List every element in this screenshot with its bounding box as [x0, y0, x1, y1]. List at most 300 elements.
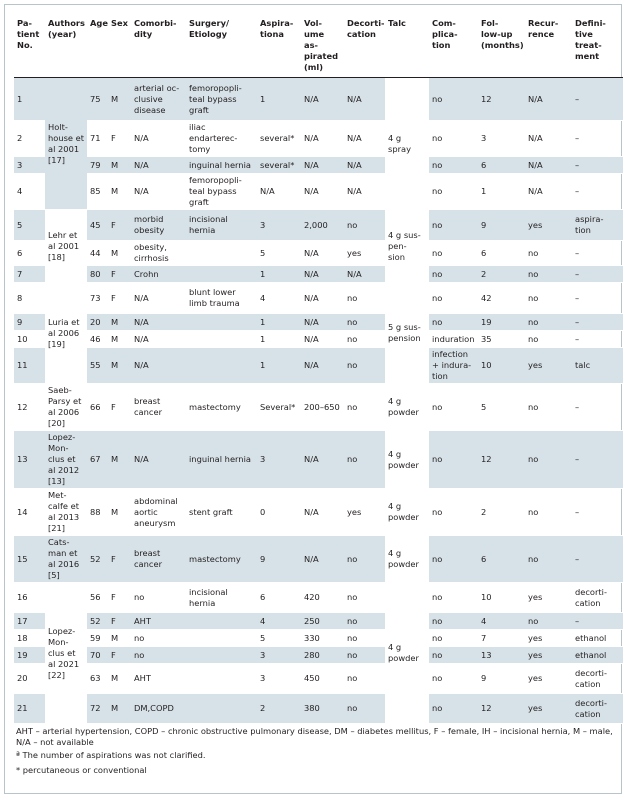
definitive-treatment-cell: –	[572, 241, 623, 266]
patient-no-cell: 7	[14, 266, 45, 283]
volume-cell: N/A	[301, 121, 344, 157]
patient-no-cell: 17	[14, 613, 45, 630]
recurrence-cell: no	[525, 431, 572, 489]
table-row	[14, 121, 623, 157]
comorbidity-cell: N/A	[131, 348, 186, 384]
footnote-star: * percutaneous or conventional	[16, 765, 147, 775]
definitive-treatment-cell: –	[572, 121, 623, 157]
comorbidity-cell: N/A	[131, 283, 186, 314]
table-row	[14, 613, 623, 630]
sex-cell: F	[108, 647, 131, 664]
footnote-a: ª The number of aspirations was not clarified.	[16, 750, 206, 760]
definitive-treatment-cell: –	[572, 431, 623, 489]
decortication-cell: no	[344, 536, 385, 583]
follow-up-cell: 6	[478, 157, 525, 174]
table-row	[14, 384, 623, 431]
patient-no-cell: 8	[14, 283, 45, 314]
follow-up-cell: 2	[478, 489, 525, 536]
decortication-cell: no	[344, 431, 385, 489]
recurrence-cell: N/A	[525, 157, 572, 174]
surgery-cell: femoropopli- teal bypass graft	[186, 174, 257, 210]
comorbidity-cell: obesity, cirrhosis	[131, 241, 186, 266]
surgery-cell: blunt lower limb trauma	[186, 283, 257, 314]
volume-cell: 280	[301, 647, 344, 664]
decortication-cell: N/A	[344, 157, 385, 174]
complication-cell: no	[429, 647, 478, 664]
surgery-cell	[186, 241, 257, 266]
aspiration-cell: 5	[257, 630, 301, 647]
authors-cell: Saeb- Parsy et al 2006 [20]	[45, 384, 87, 431]
age-cell: 67	[87, 431, 108, 489]
decortication-cell: no	[344, 384, 385, 431]
surgery-cell: femoropopli- teal bypass graft	[186, 78, 257, 121]
patient-no-cell: 11	[14, 348, 45, 384]
patient-no-cell: 13	[14, 431, 45, 489]
table-row	[14, 157, 623, 174]
col-header: Comorbi- dity	[131, 16, 186, 78]
decortication-cell: N/A	[344, 266, 385, 283]
decortication-cell: no	[344, 664, 385, 694]
surgery-cell: iliac endarterec- tomy	[186, 121, 257, 157]
follow-up-cell: 35	[478, 331, 525, 348]
volume-cell: N/A	[301, 241, 344, 266]
patient-no-cell: 15	[14, 536, 45, 583]
authors-cell: Lehr et al 2001 [18]	[45, 210, 87, 283]
talc-cell: 5 g sus- pension	[385, 283, 429, 384]
table-row	[14, 241, 623, 266]
comorbidity-cell: arterial oc- clusive disease	[131, 78, 186, 121]
volume-cell: 200–650	[301, 384, 344, 431]
volume-cell: N/A	[301, 331, 344, 348]
surgery-cell: incisional hernia	[186, 583, 257, 613]
table-row	[14, 630, 623, 647]
age-cell: 80	[87, 266, 108, 283]
age-cell: 66	[87, 384, 108, 431]
comorbidity-cell: AHT	[131, 664, 186, 694]
table-row	[14, 283, 623, 314]
surgery-cell	[186, 314, 257, 331]
table-row	[14, 431, 623, 489]
patient-no-cell: 14	[14, 489, 45, 536]
volume-cell: N/A	[301, 266, 344, 283]
follow-up-cell: 3	[478, 121, 525, 157]
sex-cell: M	[108, 314, 131, 331]
comorbidity-cell: no	[131, 630, 186, 647]
aspiration-cell: 0	[257, 489, 301, 536]
surgery-cell: mastectomy	[186, 536, 257, 583]
recurrence-cell: no	[525, 314, 572, 331]
follow-up-cell: 12	[478, 694, 525, 724]
sex-cell: M	[108, 664, 131, 694]
aspiration-cell: 1	[257, 348, 301, 384]
col-header: Talc	[385, 16, 429, 78]
recurrence-cell: yes	[525, 664, 572, 694]
aspiration-cell: 1	[257, 314, 301, 331]
volume-cell: 250	[301, 613, 344, 630]
header-row	[14, 16, 623, 78]
sex-cell: M	[108, 174, 131, 210]
sex-cell: F	[108, 384, 131, 431]
patient-no-cell: 10	[14, 331, 45, 348]
definitive-treatment-cell: ethanol	[572, 647, 623, 664]
definitive-treatment-cell: –	[572, 314, 623, 331]
aspiration-cell: 9	[257, 536, 301, 583]
patient-no-cell: 5	[14, 210, 45, 241]
decortication-cell: yes	[344, 489, 385, 536]
volume-cell: N/A	[301, 314, 344, 331]
talc-cell: 4 g sus- pen- sion	[385, 210, 429, 283]
patient-no-cell: 12	[14, 384, 45, 431]
col-header: Surgery/ Etiology	[186, 16, 257, 78]
definitive-treatment-cell: decorti- cation	[572, 664, 623, 694]
follow-up-cell: 2	[478, 266, 525, 283]
age-cell: 46	[87, 331, 108, 348]
complication-cell: no	[429, 78, 478, 121]
comorbidity-cell: N/A	[131, 174, 186, 210]
complication-cell: no	[429, 121, 478, 157]
table-row	[14, 174, 623, 210]
col-header: Decorti- cation	[344, 16, 385, 78]
col-header: Vol- ume as- pirated (ml)	[301, 16, 344, 78]
follow-up-cell: 12	[478, 78, 525, 121]
volume-cell: 420	[301, 583, 344, 613]
decortication-cell: no	[344, 647, 385, 664]
age-cell: 63	[87, 664, 108, 694]
sex-cell: M	[108, 241, 131, 266]
surgery-cell	[186, 664, 257, 694]
table-row	[14, 314, 623, 331]
volume-cell: N/A	[301, 174, 344, 210]
follow-up-cell: 6	[478, 536, 525, 583]
complication-cell: no	[429, 266, 478, 283]
follow-up-cell: 42	[478, 283, 525, 314]
comorbidity-cell: N/A	[131, 331, 186, 348]
authors-cell: Lopez- Mon- clus et al 2021 [22]	[45, 583, 87, 724]
volume-cell: N/A	[301, 536, 344, 583]
complication-cell: no	[429, 536, 478, 583]
surgery-cell	[186, 647, 257, 664]
aspiration-cell: Several*	[257, 384, 301, 431]
recurrence-cell: yes	[525, 348, 572, 384]
comorbidity-cell: N/A	[131, 121, 186, 157]
patient-no-cell: 6	[14, 241, 45, 266]
table-row	[14, 348, 623, 384]
comorbidity-cell: breast cancer	[131, 384, 186, 431]
definitive-treatment-cell: –	[572, 536, 623, 583]
complication-cell: no	[429, 157, 478, 174]
aspiration-cell: N/A	[257, 174, 301, 210]
authors-cell: Luria et al 2006 [19]	[45, 283, 87, 384]
recurrence-cell: yes	[525, 210, 572, 241]
table-row	[14, 331, 623, 348]
col-header: Defini- tive treat- ment	[572, 16, 623, 78]
aspiration-cell: 4	[257, 283, 301, 314]
talc-cell: 4 g powder	[385, 583, 429, 724]
recurrence-cell: no	[525, 489, 572, 536]
decortication-cell: no	[344, 613, 385, 630]
surgery-cell	[186, 331, 257, 348]
age-cell: 70	[87, 647, 108, 664]
comorbidity-cell: no	[131, 647, 186, 664]
decortication-cell: no	[344, 348, 385, 384]
col-header: Aspira- tiona	[257, 16, 301, 78]
follow-up-cell: 9	[478, 210, 525, 241]
recurrence-cell: yes	[525, 583, 572, 613]
recurrence-cell: no	[525, 613, 572, 630]
definitive-treatment-cell: aspira- tion	[572, 210, 623, 241]
comorbidity-cell: N/A	[131, 431, 186, 489]
patient-table	[14, 16, 623, 724]
aspiration-cell: 5	[257, 241, 301, 266]
surgery-cell	[186, 694, 257, 724]
patient-no-cell: 2	[14, 121, 45, 157]
follow-up-cell: 5	[478, 384, 525, 431]
complication-cell: no	[429, 664, 478, 694]
col-header: Sex	[108, 16, 131, 78]
age-cell: 52	[87, 536, 108, 583]
complication-cell: no	[429, 283, 478, 314]
aspiration-cell: 3	[257, 664, 301, 694]
follow-up-cell: 12	[478, 431, 525, 489]
table-row	[14, 78, 623, 121]
age-cell: 56	[87, 583, 108, 613]
volume-cell: N/A	[301, 489, 344, 536]
age-cell: 55	[87, 348, 108, 384]
recurrence-cell: N/A	[525, 78, 572, 121]
patient-no-cell: 20	[14, 664, 45, 694]
aspiration-cell: 1	[257, 331, 301, 348]
complication-cell: no	[429, 613, 478, 630]
sex-cell: M	[108, 157, 131, 174]
comorbidity-cell: Crohn	[131, 266, 186, 283]
definitive-treatment-cell: –	[572, 331, 623, 348]
age-cell: 72	[87, 694, 108, 724]
table-row	[14, 664, 623, 694]
sex-cell: M	[108, 348, 131, 384]
complication-cell: no	[429, 241, 478, 266]
decortication-cell: no	[344, 630, 385, 647]
recurrence-cell: yes	[525, 630, 572, 647]
col-header: Authors (year)	[45, 16, 87, 78]
decortication-cell: no	[344, 583, 385, 613]
decortication-cell: no	[344, 694, 385, 724]
comorbidity-cell: morbid obesity	[131, 210, 186, 241]
table-row	[14, 583, 623, 613]
patient-no-cell: 1	[14, 78, 45, 121]
follow-up-cell: 6	[478, 241, 525, 266]
follow-up-cell: 13	[478, 647, 525, 664]
table-row	[14, 694, 623, 724]
follow-up-cell: 1	[478, 174, 525, 210]
authors-cell: Cats- man et al 2016 [5]	[45, 536, 87, 583]
aspiration-cell: 6	[257, 583, 301, 613]
recurrence-cell: no	[525, 331, 572, 348]
recurrence-cell: no	[525, 266, 572, 283]
talc-cell: 4 g powder	[385, 384, 429, 431]
definitive-treatment-cell: –	[572, 266, 623, 283]
complication-cell: no	[429, 314, 478, 331]
authors-cell: Met- calfe et al 2013 [21]	[45, 489, 87, 536]
complication-cell: no	[429, 174, 478, 210]
age-cell: 52	[87, 613, 108, 630]
talc-cell: 4 g spray	[385, 78, 429, 210]
table-row	[14, 266, 623, 283]
follow-up-cell: 10	[478, 583, 525, 613]
volume-cell: N/A	[301, 283, 344, 314]
sex-cell: M	[108, 630, 131, 647]
decortication-cell: N/A	[344, 78, 385, 121]
age-cell: 20	[87, 314, 108, 331]
decortication-cell: no	[344, 210, 385, 241]
sex-cell: M	[108, 331, 131, 348]
follow-up-cell: 10	[478, 348, 525, 384]
sex-cell: F	[108, 210, 131, 241]
definitive-treatment-cell: –	[572, 78, 623, 121]
talc-cell: 4 g powder	[385, 536, 429, 583]
sex-cell: M	[108, 78, 131, 121]
col-header: Age	[87, 16, 108, 78]
definitive-treatment-cell: –	[572, 489, 623, 536]
sex-cell: M	[108, 694, 131, 724]
decortication-cell: no	[344, 283, 385, 314]
age-cell: 45	[87, 210, 108, 241]
volume-cell: N/A	[301, 157, 344, 174]
age-cell: 79	[87, 157, 108, 174]
table-row	[14, 210, 623, 241]
talc-cell: 4 g powder	[385, 489, 429, 536]
aspiration-cell: 1	[257, 266, 301, 283]
complication-cell: no	[429, 210, 478, 241]
recurrence-cell: N/A	[525, 174, 572, 210]
volume-cell: N/A	[301, 78, 344, 121]
definitive-treatment-cell: –	[572, 283, 623, 314]
recurrence-cell: yes	[525, 694, 572, 724]
aspiration-cell: several*	[257, 121, 301, 157]
age-cell: 71	[87, 121, 108, 157]
surgery-cell: mastectomy	[186, 384, 257, 431]
decortication-cell: no	[344, 331, 385, 348]
complication-cell: no	[429, 431, 478, 489]
abbreviations-note: AHT – arterial hypertension, COPD – chronic obstructive pulmonary disease, DM – diabetes mellitus, F – female, IH – incisional hernia, M – male, N/A – not available	[16, 726, 613, 747]
sex-cell: F	[108, 536, 131, 583]
volume-cell: N/A	[301, 431, 344, 489]
volume-cell: N/A	[301, 348, 344, 384]
recurrence-cell: no	[525, 241, 572, 266]
sex-cell: M	[108, 489, 131, 536]
complication-cell: no	[429, 489, 478, 536]
comorbidity-cell: no	[131, 583, 186, 613]
volume-cell: 380	[301, 694, 344, 724]
table-row	[14, 489, 623, 536]
complication-cell: no	[429, 630, 478, 647]
table-frame	[4, 4, 622, 794]
col-header: Fol- low-up (months)	[478, 16, 525, 78]
complication-cell: no	[429, 694, 478, 724]
sex-cell: F	[108, 583, 131, 613]
recurrence-cell: no	[525, 384, 572, 431]
patient-no-cell: 19	[14, 647, 45, 664]
surgery-cell: inguinal hernia	[186, 431, 257, 489]
table-row	[14, 647, 623, 664]
table-row	[14, 536, 623, 583]
volume-cell: 450	[301, 664, 344, 694]
age-cell: 88	[87, 489, 108, 536]
age-cell: 85	[87, 174, 108, 210]
comorbidity-cell: N/A	[131, 314, 186, 331]
aspiration-cell: 3	[257, 210, 301, 241]
authors-cell: Holt- house et al 2001 [17]	[45, 78, 87, 210]
decortication-cell: N/A	[344, 174, 385, 210]
comorbidity-cell: abdominal aortic aneurysm	[131, 489, 186, 536]
patient-no-cell: 9	[14, 314, 45, 331]
volume-cell: 330	[301, 630, 344, 647]
age-cell: 59	[87, 630, 108, 647]
complication-cell: infection + indura- tion	[429, 348, 478, 384]
surgery-cell: inguinal hernia	[186, 157, 257, 174]
patient-no-cell: 18	[14, 630, 45, 647]
surgery-cell	[186, 348, 257, 384]
sex-cell: M	[108, 431, 131, 489]
aspiration-cell: several*	[257, 157, 301, 174]
decortication-cell: N/A	[344, 121, 385, 157]
patient-no-cell: 4	[14, 174, 45, 210]
comorbidity-cell: AHT	[131, 613, 186, 630]
definitive-treatment-cell: talc	[572, 348, 623, 384]
recurrence-cell: N/A	[525, 121, 572, 157]
surgery-cell	[186, 266, 257, 283]
recurrence-cell: no	[525, 283, 572, 314]
col-header: Com- plica- tion	[429, 16, 478, 78]
patient-no-cell: 21	[14, 694, 45, 724]
recurrence-cell: yes	[525, 647, 572, 664]
definitive-treatment-cell: decorti- cation	[572, 583, 623, 613]
patient-no-cell: 3	[14, 157, 45, 174]
definitive-treatment-cell: ethanol	[572, 630, 623, 647]
aspiration-cell: 3	[257, 431, 301, 489]
comorbidity-cell: DM,COPD	[131, 694, 186, 724]
comorbidity-cell: breast cancer	[131, 536, 186, 583]
comorbidity-cell: N/A	[131, 157, 186, 174]
follow-up-cell: 19	[478, 314, 525, 331]
sex-cell: F	[108, 121, 131, 157]
col-header: Recur- rence	[525, 16, 572, 78]
sex-cell: F	[108, 283, 131, 314]
definitive-treatment-cell: decorti- cation	[572, 694, 623, 724]
patient-no-cell: 16	[14, 583, 45, 613]
decortication-cell: no	[344, 314, 385, 331]
definitive-treatment-cell: –	[572, 174, 623, 210]
aspiration-cell: 3	[257, 647, 301, 664]
col-header: Pa- tient No.	[14, 16, 45, 78]
definitive-treatment-cell: –	[572, 384, 623, 431]
talc-cell: 4 g powder	[385, 431, 429, 489]
surgery-cell: stent graft	[186, 489, 257, 536]
age-cell: 75	[87, 78, 108, 121]
age-cell: 73	[87, 283, 108, 314]
age-cell: 44	[87, 241, 108, 266]
complication-cell: induration	[429, 331, 478, 348]
follow-up-cell: 4	[478, 613, 525, 630]
surgery-cell	[186, 613, 257, 630]
aspiration-cell: 4	[257, 613, 301, 630]
authors-cell: Lopez- Mon- clus et al 2012 [13]	[45, 431, 87, 489]
definitive-treatment-cell: –	[572, 157, 623, 174]
decortication-cell: yes	[344, 241, 385, 266]
aspiration-cell: 1	[257, 78, 301, 121]
follow-up-cell: 7	[478, 630, 525, 647]
definitive-treatment-cell: –	[572, 613, 623, 630]
recurrence-cell: no	[525, 536, 572, 583]
